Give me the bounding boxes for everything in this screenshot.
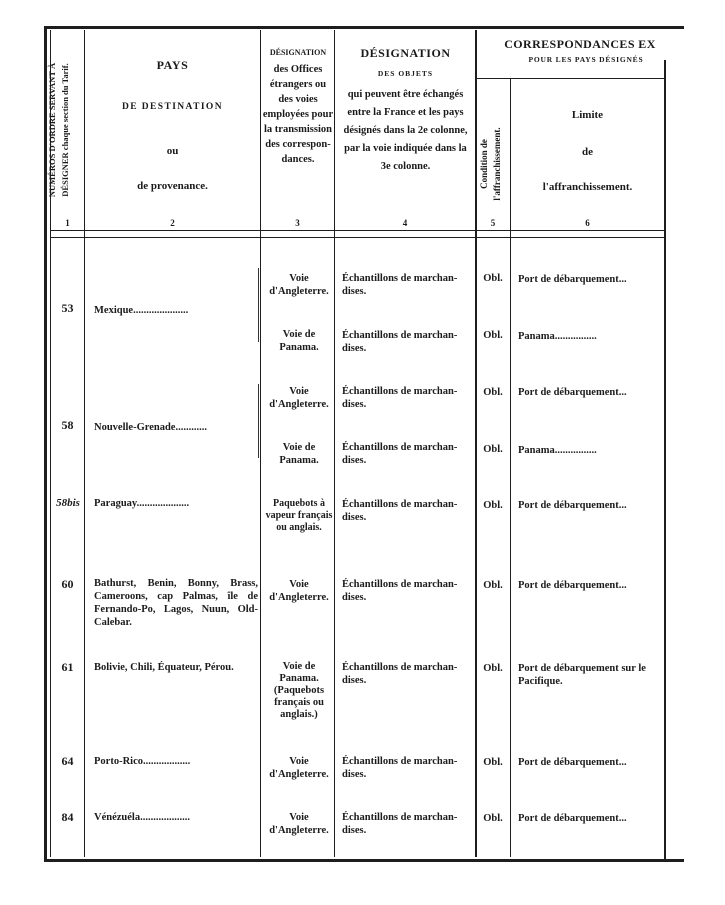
col2-sub2: ou [166, 145, 179, 157]
sep-col5 [510, 78, 511, 857]
condition: Obl. [483, 580, 503, 591]
objets: Échantillons de marchan-dises. [342, 442, 458, 467]
condition: Obl. [483, 387, 503, 398]
sep-col2 [260, 30, 261, 857]
voie: Voie d'Angleterre. [269, 386, 329, 411]
limite: Panama................ [518, 331, 597, 342]
voie: Voie de Panama. (Paquebots français ou anglais.) [273, 661, 325, 720]
col2-title: PAYS [156, 58, 189, 72]
objets: Échantillons de marchan-dises. [342, 330, 458, 355]
colnum-rule [51, 237, 664, 238]
colnum-6: 6 [585, 218, 590, 228]
group-rule [476, 78, 664, 79]
limite: Port de débarquement sur le Pacifique. [518, 663, 646, 688]
condition: Obl. [483, 444, 503, 455]
col4-sub: DES OBJETS [377, 69, 434, 78]
country-name: Porto-Rico.................. [94, 756, 191, 767]
header-rule [51, 230, 664, 231]
country-name: Vénézuéla................... [94, 812, 190, 823]
voie: Voie d'Angleterre. [269, 812, 329, 837]
frame-top [44, 26, 684, 29]
condition: Obl. [483, 273, 503, 284]
col2-sub3: de provenance. [137, 180, 208, 192]
objets: Échantillons de marchan-dises. [342, 579, 458, 604]
voie: Paquebots à vapeur français ou anglais. [265, 498, 333, 533]
voie: Voie d'Angleterre. [269, 756, 329, 781]
group-sub: POUR LES PAYS DÉSIGNÉS [528, 55, 644, 64]
limite: Port de débarquement... [518, 387, 627, 398]
brace-row-58 [258, 384, 259, 458]
limite: Port de débarquement... [518, 580, 627, 591]
voie: Voie d'Angleterre. [269, 273, 329, 298]
colnum-5: 5 [490, 218, 496, 228]
condition: Obl. [483, 663, 503, 674]
row-number: 53 [61, 301, 74, 315]
colnum-2: 2 [170, 218, 175, 228]
row-number: 58 [61, 418, 74, 432]
limite: Port de débarquement... [518, 813, 627, 824]
colnum-3: 3 [295, 218, 300, 228]
col6-sub2: l'affranchissement. [542, 181, 633, 193]
limite: Port de débarquement... [518, 500, 627, 511]
country-name: Bolivie, Chili, Équateur, Pérou. [94, 662, 234, 673]
col3-body: des Offices étrangers ou des voies employées pour la transmission des correspon-dances. [262, 64, 334, 165]
limite: Port de débarquement... [518, 274, 627, 285]
row-number: 64 [61, 754, 74, 768]
col2-sub1: DE DESTINATION [122, 102, 223, 112]
country-name: Mexique..................... [94, 305, 189, 316]
objets: Échantillons de marchan-dises. [342, 273, 458, 298]
voie: Voie d'Angleterre. [269, 579, 329, 604]
row-number: 84 [61, 810, 74, 824]
group-title: CORRESPONDANCES EX [504, 37, 656, 51]
country-name: Paraguay.................... [94, 498, 190, 509]
brace-row-53 [258, 268, 259, 342]
col4-title: DÉSIGNATION [360, 46, 451, 60]
condition: Obl. [483, 813, 503, 824]
objets: Échantillons de marchan-dises. [342, 386, 458, 411]
col3-title: DÉSIGNATION [269, 48, 327, 57]
voie: Voie de Panama. [279, 329, 319, 354]
voie: Voie de Panama. [279, 442, 319, 467]
objets: Échantillons de marchan-dises. [342, 812, 458, 837]
row-number: 61 [61, 660, 74, 674]
col6-title: Limite [571, 109, 604, 121]
colnum-4: 4 [402, 218, 408, 228]
limite: Port de débarquement... [518, 757, 627, 768]
country-name: Nouvelle-Grenade............ [94, 422, 207, 433]
col6-sub1: de [582, 146, 593, 158]
objets: Échantillons de marchan-dises. [342, 662, 458, 687]
frame-bottom [44, 859, 684, 862]
condition: Obl. [483, 330, 503, 341]
objets: Échantillons de marchan-dises. [342, 756, 458, 781]
frame-right [664, 60, 666, 859]
colnum-1: 1 [65, 218, 70, 228]
row-number: 58bis [56, 497, 80, 509]
limite: Panama................ [518, 445, 597, 456]
country-name: Bathurst, Benin, Bonny, Brass, Cameroons, cap Palmas, île de Fernando-Po, Lagos, Nuun, Old-Calebar. [94, 578, 258, 629]
col4-body: qui peuvent être échangés entre la France et les pays désignés dans la 2e colonne, par la voie indiquée dans la 3e colonne. [343, 89, 468, 172]
objets: Échantillons de marchan-dises. [342, 499, 458, 524]
sep-col3 [334, 30, 335, 857]
condition: Obl. [483, 757, 503, 768]
row-number: 60 [61, 577, 74, 591]
col5-header: Condition de l'affranchissement. [479, 127, 502, 201]
condition: Obl. [483, 500, 503, 511]
col1-header: NUMÉROS D'ORDRE SERVANT À DÉSIGNER chaque section du Tarif. [47, 62, 70, 198]
